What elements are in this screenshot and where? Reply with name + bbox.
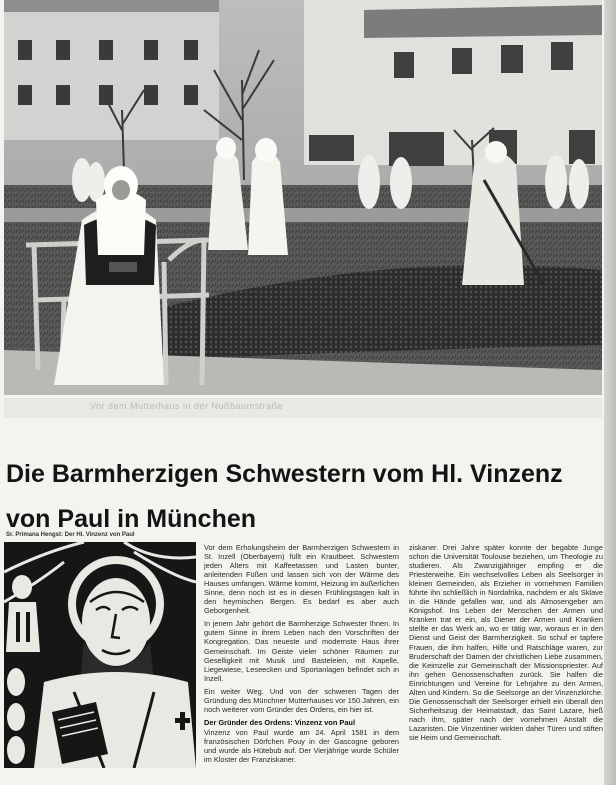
- paragraph: In jenem Jahr gehört die Barmherzige Schwester Ihnen. In gutem Sinne in ihrem Leben nach den Vorschriften der Kongregation. Das neueste und modernste Haus ihrer Gemeinschaft. Im Geiste vieler schöner Räumen zur Geselligkeit mit Musik und Basteleien, mit Kapelle, Liegewiese, Leseecken und Sportanlagen befindet sich in Inzell.: [204, 619, 399, 683]
- article-title: Die Barmherzigen Schwestern vom Hl. Vinzenz von Paul in München: [6, 459, 563, 533]
- woodcut-portrait-illustration: [4, 542, 196, 768]
- paragraph: Vor dem Erholungsheim der Barmherzigen Schwestern in St. Inzell (Oberbayern) füllt ein Krautbeet. Schwestern jeden Alters mit Kaffeetassen und Lasten bunter, anleitenden Füßen und lassen sich von der Wärme des Hauses umfangen. Wärme kommt, Heizung im äußerlichen Sinne, denn noch ist es in diesen Frühlingstagen kalt in den heyrnischen Bergen. Es bedarf es aber auch Geborgenheit.: [204, 543, 399, 616]
- paragraph: Vinzenz von Paul wurde am 24. April 1581 in dem französischen Dörfchen Pouy in der Gascogne geboren und wurde als Hütebub auf. Der Vierjährige wurde Schüler im Kloster der Franziskaner.: [204, 727, 399, 765]
- section-subheading: Der Gründer des Ordens: Vinzenz von Paul: [204, 717, 355, 727]
- nuns-garden-photo: [4, 0, 602, 395]
- paragraph: ziskaner. Drei Jahre später konnte der begabte Junge schon die Universität Toulouse beziehen, um Theologie zu studieren. Als Zwanzigjähriger empfing er die Priesterweihe. Ein wechselvolles Leben als Seelsorger in kleinen Gemeinden, als Erzieher in vornehmen Familien führte ihn schließlich in Nordafrika, nachdem er als Sklave in die Hände gefallen war, und als Almosengeber am Königshof. Ins Leben der Menschen der Armen und Kranken trat er ein, als Diener der Armen und Kranken stellte er das Werk an, wo er tätig war, woraus er in den Dienst und Geist der Barmherzigkeit. So schuf er tapfere Frauen, die ihm halfen, Hilfe und Ratschläge waren, zur Bruderschaft der Damen der christlichen Liebe zusammen, die Keimzelle zur Gemeinschaft der Missionspriester. Auf ihn gehen Genossenschaften zurück. Sie halfen die Einrichtungen und Vereine für Lehrjahre zu den Armen, Alten und Kindern. So die Seelsorge an der Vinzenzkirche. Die Genossenschaft der Seelsorger erhielt ein überall den Sicherheitszug der Heimatstadt, das Saint Lazare, hieß nach ihm, später nach der vornehmen Anstalt die Lazaristen. Die Vinzentiner wirkten daher Türen und stiften sie Heim und Gemeinschaft.: [409, 543, 603, 742]
- text-column-2: [409, 543, 603, 746]
- paragraph: Ein weiter Weg. Und von der schweren Tagen der Gründung des Münchner Mutterhauses vor 150 Jahren, ein noch weiterer vom Gründer des Ordens, ein hier ist.: [204, 686, 399, 714]
- photo-caption: Vor dem Mutterhaus in der Nußbaumstraße: [90, 401, 284, 411]
- text-column-1: [204, 543, 399, 768]
- garden-scene-illustration: [4, 0, 602, 395]
- page-edge: [604, 0, 616, 785]
- portrait-caption: Sr. Primana Hengst: Der Hl. Vinzenz von Paul: [6, 532, 135, 538]
- vinzenz-portrait-image: [4, 542, 196, 768]
